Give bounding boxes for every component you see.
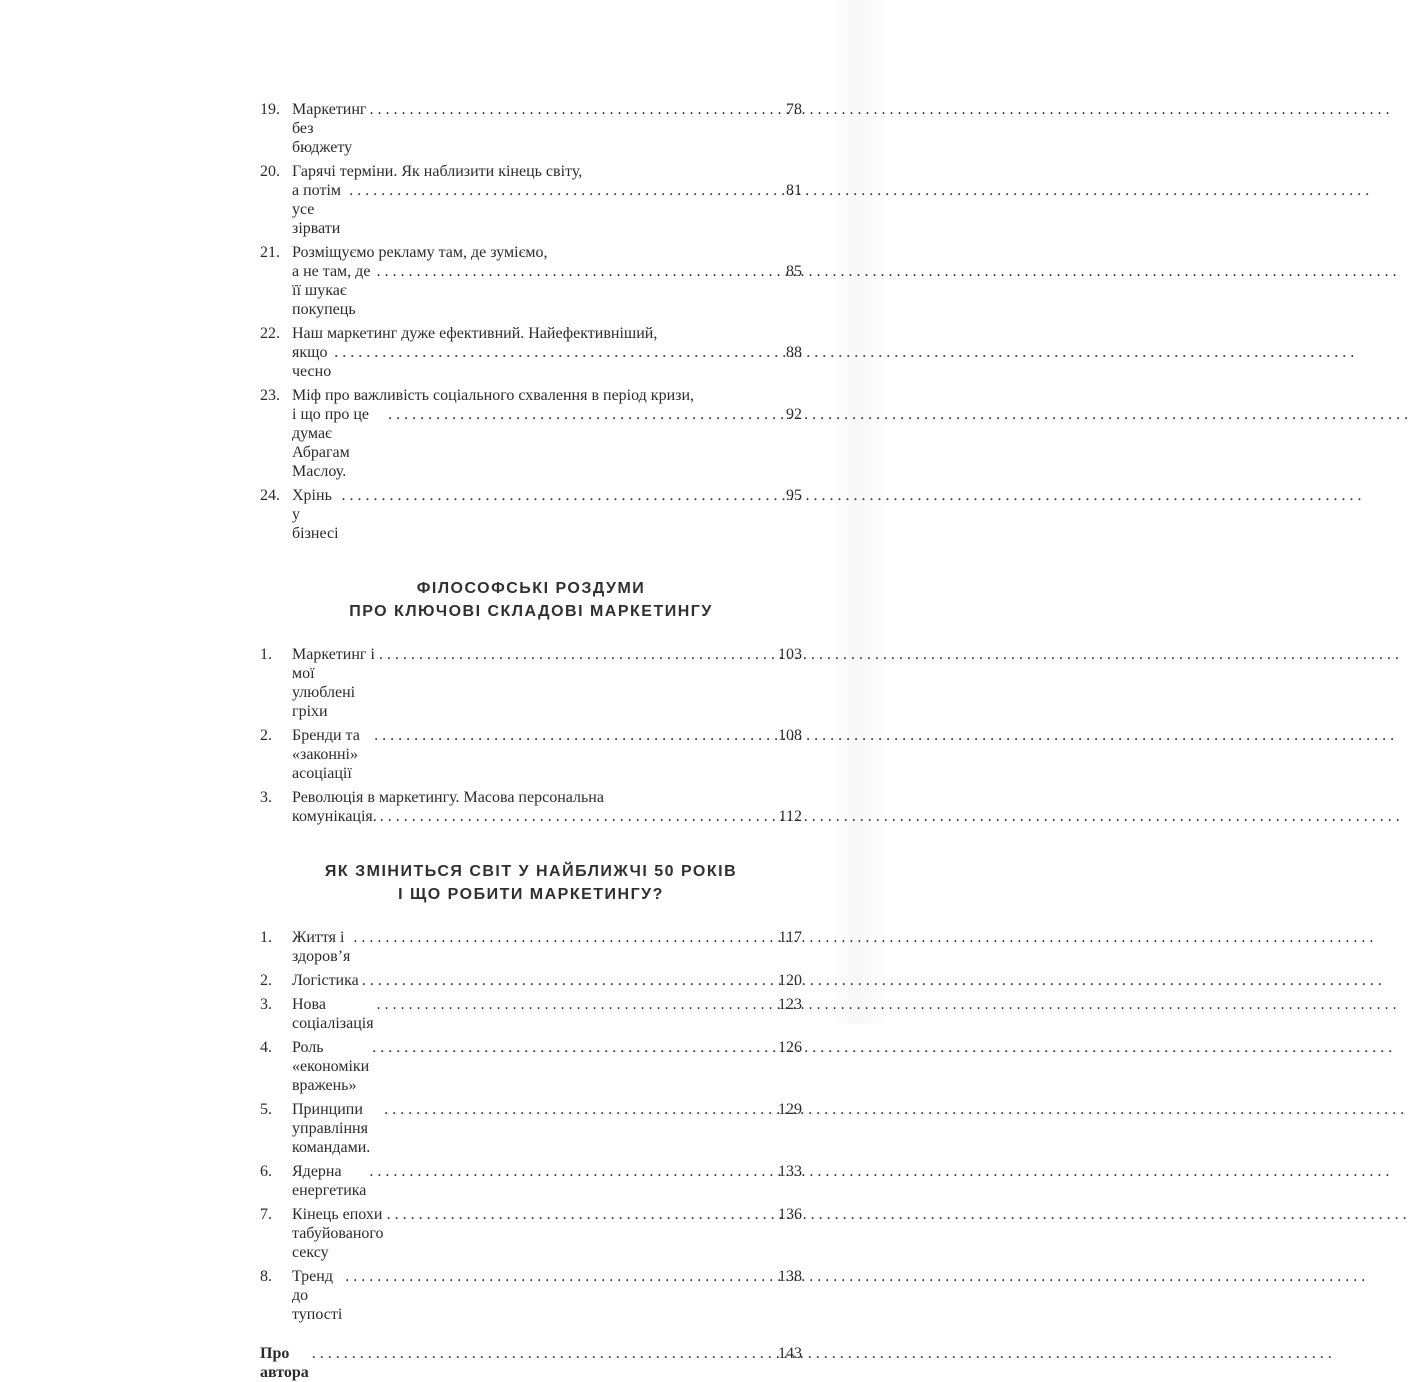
toc-item	[260, 726, 802, 783]
page-number: 129	[778, 1101, 802, 1118]
page-number: 133	[778, 1163, 802, 1180]
dot-leader	[374, 726, 776, 745]
item-number: 2.	[260, 972, 272, 989]
page-number: 126	[778, 1039, 802, 1056]
page-number: 123	[778, 996, 802, 1013]
page-number: 95	[786, 487, 802, 504]
toc-item	[260, 1100, 802, 1157]
item-body	[292, 1267, 802, 1324]
dot-leader	[379, 645, 776, 664]
item-line-with-leader	[292, 645, 802, 721]
toc-list	[260, 928, 802, 1324]
item-title: Кінець епохи табуйованого сексу	[292, 1206, 384, 1261]
toc-item	[260, 928, 802, 966]
toc-section	[260, 860, 802, 1324]
item-body	[292, 486, 802, 543]
item-line-with-leader	[292, 1038, 802, 1095]
item-number: 5.	[260, 1101, 272, 1118]
item-number: 6.	[260, 1163, 272, 1180]
item-line: Наш маркетинг дуже ефективний. Найефективніший,	[292, 325, 658, 342]
dot-leader	[380, 807, 777, 826]
item-body	[292, 162, 802, 238]
item-number: 24.	[260, 487, 280, 504]
dot-leader	[353, 928, 776, 947]
item-line: Міф про важливість соціального схвалення в період кризи,	[292, 387, 695, 404]
item-line-with-leader	[292, 1205, 802, 1262]
item-title: комунікація.	[292, 808, 377, 825]
item-line-with-leader	[292, 995, 802, 1033]
item-line-with-leader	[292, 807, 802, 826]
toc-item	[260, 1162, 802, 1200]
item-number: 8.	[260, 1268, 272, 1285]
section-heading-line: ПРО КЛЮЧОВІ СКЛАДОВІ МАРКЕТИНГУ	[349, 603, 713, 620]
toc-item	[260, 100, 802, 157]
page-number: 143	[778, 1345, 802, 1362]
toc-item	[260, 386, 802, 481]
about-author-label: Про автора	[260, 1345, 309, 1381]
page-number: 117	[778, 929, 802, 946]
item-number: 20.	[260, 163, 280, 180]
dot-leader	[312, 1344, 776, 1363]
dot-leader	[388, 405, 784, 424]
page-number: 120	[778, 972, 802, 989]
section-heading-line: ЯК ЗМІНИТЬСЯ СВІТ У НАЙБЛИЖЧІ 50 РОКІВ	[324, 863, 738, 880]
toc-item	[260, 971, 802, 990]
dot-leader	[377, 995, 776, 1014]
item-number: 19.	[260, 101, 280, 118]
item-number: 1.	[260, 646, 272, 663]
item-body	[292, 928, 802, 966]
page-number: 88	[786, 344, 802, 361]
item-line: Революція в маркетингу. Масова персональна	[292, 789, 604, 806]
item-number: 23.	[260, 387, 280, 404]
item-line-with-leader	[292, 1162, 802, 1200]
item-line-with-leader	[292, 262, 802, 319]
item-title: Маркетинг і мої улюблені гріхи	[292, 646, 375, 720]
item-title: Роль «економіки вражень»	[292, 1039, 370, 1094]
item-number: 3.	[260, 789, 272, 806]
page-number: 112	[778, 808, 802, 825]
item-line-with-leader	[292, 971, 802, 990]
item-title: а потім усе зірвати	[292, 182, 342, 237]
dot-leader	[369, 100, 784, 119]
item-line-with-leader	[292, 726, 802, 783]
item-title: а не там, де її шукає покупець	[292, 263, 371, 318]
item-title: Принципи управління командами.	[292, 1101, 371, 1156]
item-title: Маркетинг без бюджету	[292, 101, 367, 156]
dot-leader	[349, 181, 784, 200]
item-body	[292, 243, 802, 319]
item-body	[292, 1162, 802, 1200]
item-title: Тренд до тупості	[292, 1268, 343, 1323]
item-title: Логістика	[292, 972, 359, 989]
item-number: 22.	[260, 325, 280, 342]
toc-section	[260, 100, 802, 543]
item-body	[292, 324, 802, 381]
section-heading-line: І ЩО РОБИТИ МАРКЕТИНГУ?	[398, 886, 664, 903]
item-number: 4.	[260, 1039, 272, 1056]
item-number: 2.	[260, 727, 272, 744]
dot-leader	[342, 486, 784, 505]
dot-leader	[362, 971, 776, 990]
dot-leader	[334, 343, 784, 362]
item-number: 21.	[260, 244, 280, 261]
toc-item	[260, 788, 802, 826]
page-number: 108	[778, 727, 802, 744]
about-author-row	[260, 1344, 802, 1382]
toc-section	[260, 577, 802, 826]
item-body	[292, 1100, 802, 1157]
dot-leader	[372, 1038, 776, 1057]
item-title: Ядерна енергетика	[292, 1163, 367, 1199]
item-line-with-leader	[292, 405, 802, 481]
item-number: 7.	[260, 1206, 272, 1223]
item-line-with-leader	[292, 181, 802, 238]
page-number: 92	[786, 406, 802, 423]
dot-leader	[369, 1162, 776, 1181]
toc-item	[260, 1267, 802, 1324]
toc-item	[260, 324, 802, 381]
toc-list	[260, 100, 802, 543]
page-number: 85	[786, 263, 802, 280]
page-number: 136	[778, 1206, 802, 1223]
item-body	[292, 726, 802, 783]
item-line-with-leader	[292, 100, 802, 157]
page-number: 78	[786, 101, 802, 118]
item-title: і що про це думає Абрагам Маслоу.	[292, 406, 369, 480]
section-heading	[260, 860, 802, 906]
item-body	[292, 645, 802, 721]
item-line-with-leader	[292, 486, 802, 543]
toc-item	[260, 645, 802, 721]
dot-leader	[387, 1205, 776, 1224]
toc-item	[260, 1205, 802, 1262]
item-line-with-leader	[292, 343, 802, 381]
toc-list	[260, 645, 802, 826]
toc-item	[260, 162, 802, 238]
item-body	[292, 100, 802, 157]
item-title: Нова соціалізація	[292, 996, 374, 1032]
section-heading-line: ФІЛОСОФСЬКІ РОЗДУМИ	[416, 580, 646, 597]
page-number: 103	[778, 646, 802, 663]
item-line: Гарячі терміни. Як наблизити кінець світу,	[292, 163, 583, 180]
item-title: Бренди та «законні» асоціації	[292, 727, 360, 782]
dot-leader	[345, 1267, 776, 1286]
page-number: 81	[786, 182, 802, 199]
scan-shading-artifact	[828, 0, 892, 1024]
item-number: 3.	[260, 996, 272, 1013]
item-line-with-leader	[292, 1267, 802, 1324]
item-number: 1.	[260, 929, 272, 946]
item-body	[292, 386, 802, 481]
toc-item	[260, 486, 802, 543]
item-body	[292, 995, 802, 1033]
item-line-with-leader	[292, 928, 802, 966]
dot-leader	[376, 262, 784, 281]
item-body	[292, 1038, 802, 1095]
item-body	[292, 971, 802, 990]
toc-item	[260, 1038, 802, 1095]
item-line: Розміщуємо рекламу там, де зуміємо,	[292, 244, 548, 261]
item-title: Життя і здоров’я	[292, 929, 351, 965]
item-line-with-leader	[292, 1100, 802, 1157]
item-body	[292, 1205, 802, 1262]
item-body	[292, 788, 802, 826]
item-title: Хрінь у бізнесі	[292, 487, 339, 542]
toc-item	[260, 995, 802, 1033]
toc-item	[260, 243, 802, 319]
toc	[260, 100, 802, 1382]
section-heading	[260, 577, 802, 623]
dot-leader	[384, 1100, 776, 1119]
item-title: якщо чесно	[292, 344, 332, 380]
page-number: 138	[778, 1268, 802, 1285]
